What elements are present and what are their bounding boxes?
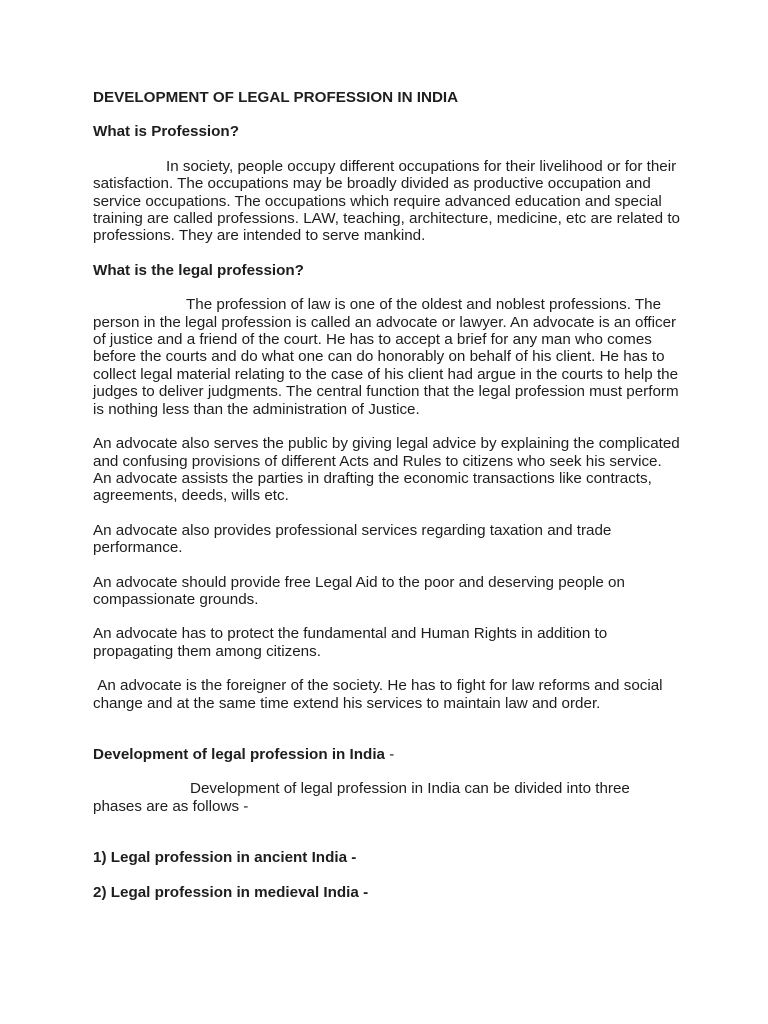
paragraph-law-reforms: An advocate is the foreigner of the society. He has to fight for law reforms and social change and at the same time extend his services to maintain law and order.: [93, 677, 667, 712]
list-item-medieval-india: 2) Legal profession in medieval India -: [93, 883, 369, 901]
document-content: [93, 89, 683, 918]
paragraph-taxation: An advocate also provides professional services regarding taxation and trade performance.: [93, 521, 612, 557]
heading-development-india-suffix: -: [384, 745, 395, 763]
heading-what-is-legal-profession: What is the legal profession?: [93, 261, 304, 279]
list-item-ancient-india: 1) Legal profession in ancient India -: [93, 849, 357, 867]
paragraph-legal-profession: The profession of law is one of the oldest and noblest professions. The person in the legal profession is called an advocate or lawyer. An advocate is an officer of justice and a friend of the court. He has to accept a brief for any man who comes before the courts and do what one can do honorably on behalf of his client. He has to collect legal material relating to the case of his client had argue in the courts to help the judges to deliver judgments. The central function that the legal profession must perform is nothing less than the administration of Justice.: [93, 296, 679, 418]
paragraph-legal-advice: An advocate also serves the public by giving legal advice by explaining the complicated and confusing provisions of different Acts and Rules to citizens who seek his service.: [93, 435, 680, 470]
paragraph-advocate-services: [93, 435, 683, 505]
document-title: DEVELOPMENT OF LEGAL PROFESSION IN INDIA: [93, 89, 459, 106]
heading-development-india: [93, 746, 683, 763]
paragraph-profession: In society, people occupy different occupations for their livelihood or for their satisfaction. The occupations may be broadly divided as productive occupation and service occupations. The occupations which require advanced education and special training are called professions. LAW, teaching, architecture, medicine, etc are related to professions. They are intended to serve mankind.: [93, 157, 680, 245]
paragraph-human-rights: An advocate has to protect the fundamental and Human Rights in addition to propagating them among citizens.: [93, 625, 608, 660]
paragraph-legal-aid: An advocate should provide free Legal Aid to the poor and deserving people on compassionate grounds.: [93, 573, 625, 608]
heading-what-is-profession: What is Profession?: [93, 123, 239, 141]
paragraph-phases: Development of legal profession in India can be divided into three phases are as follows -: [93, 780, 630, 815]
paragraph-drafting: An advocate assists the parties in drafting the economic transactions like contracts, agreements, deeds, wills etc.: [93, 469, 652, 505]
heading-development-india-text: Development of legal profession in India: [93, 745, 385, 763]
